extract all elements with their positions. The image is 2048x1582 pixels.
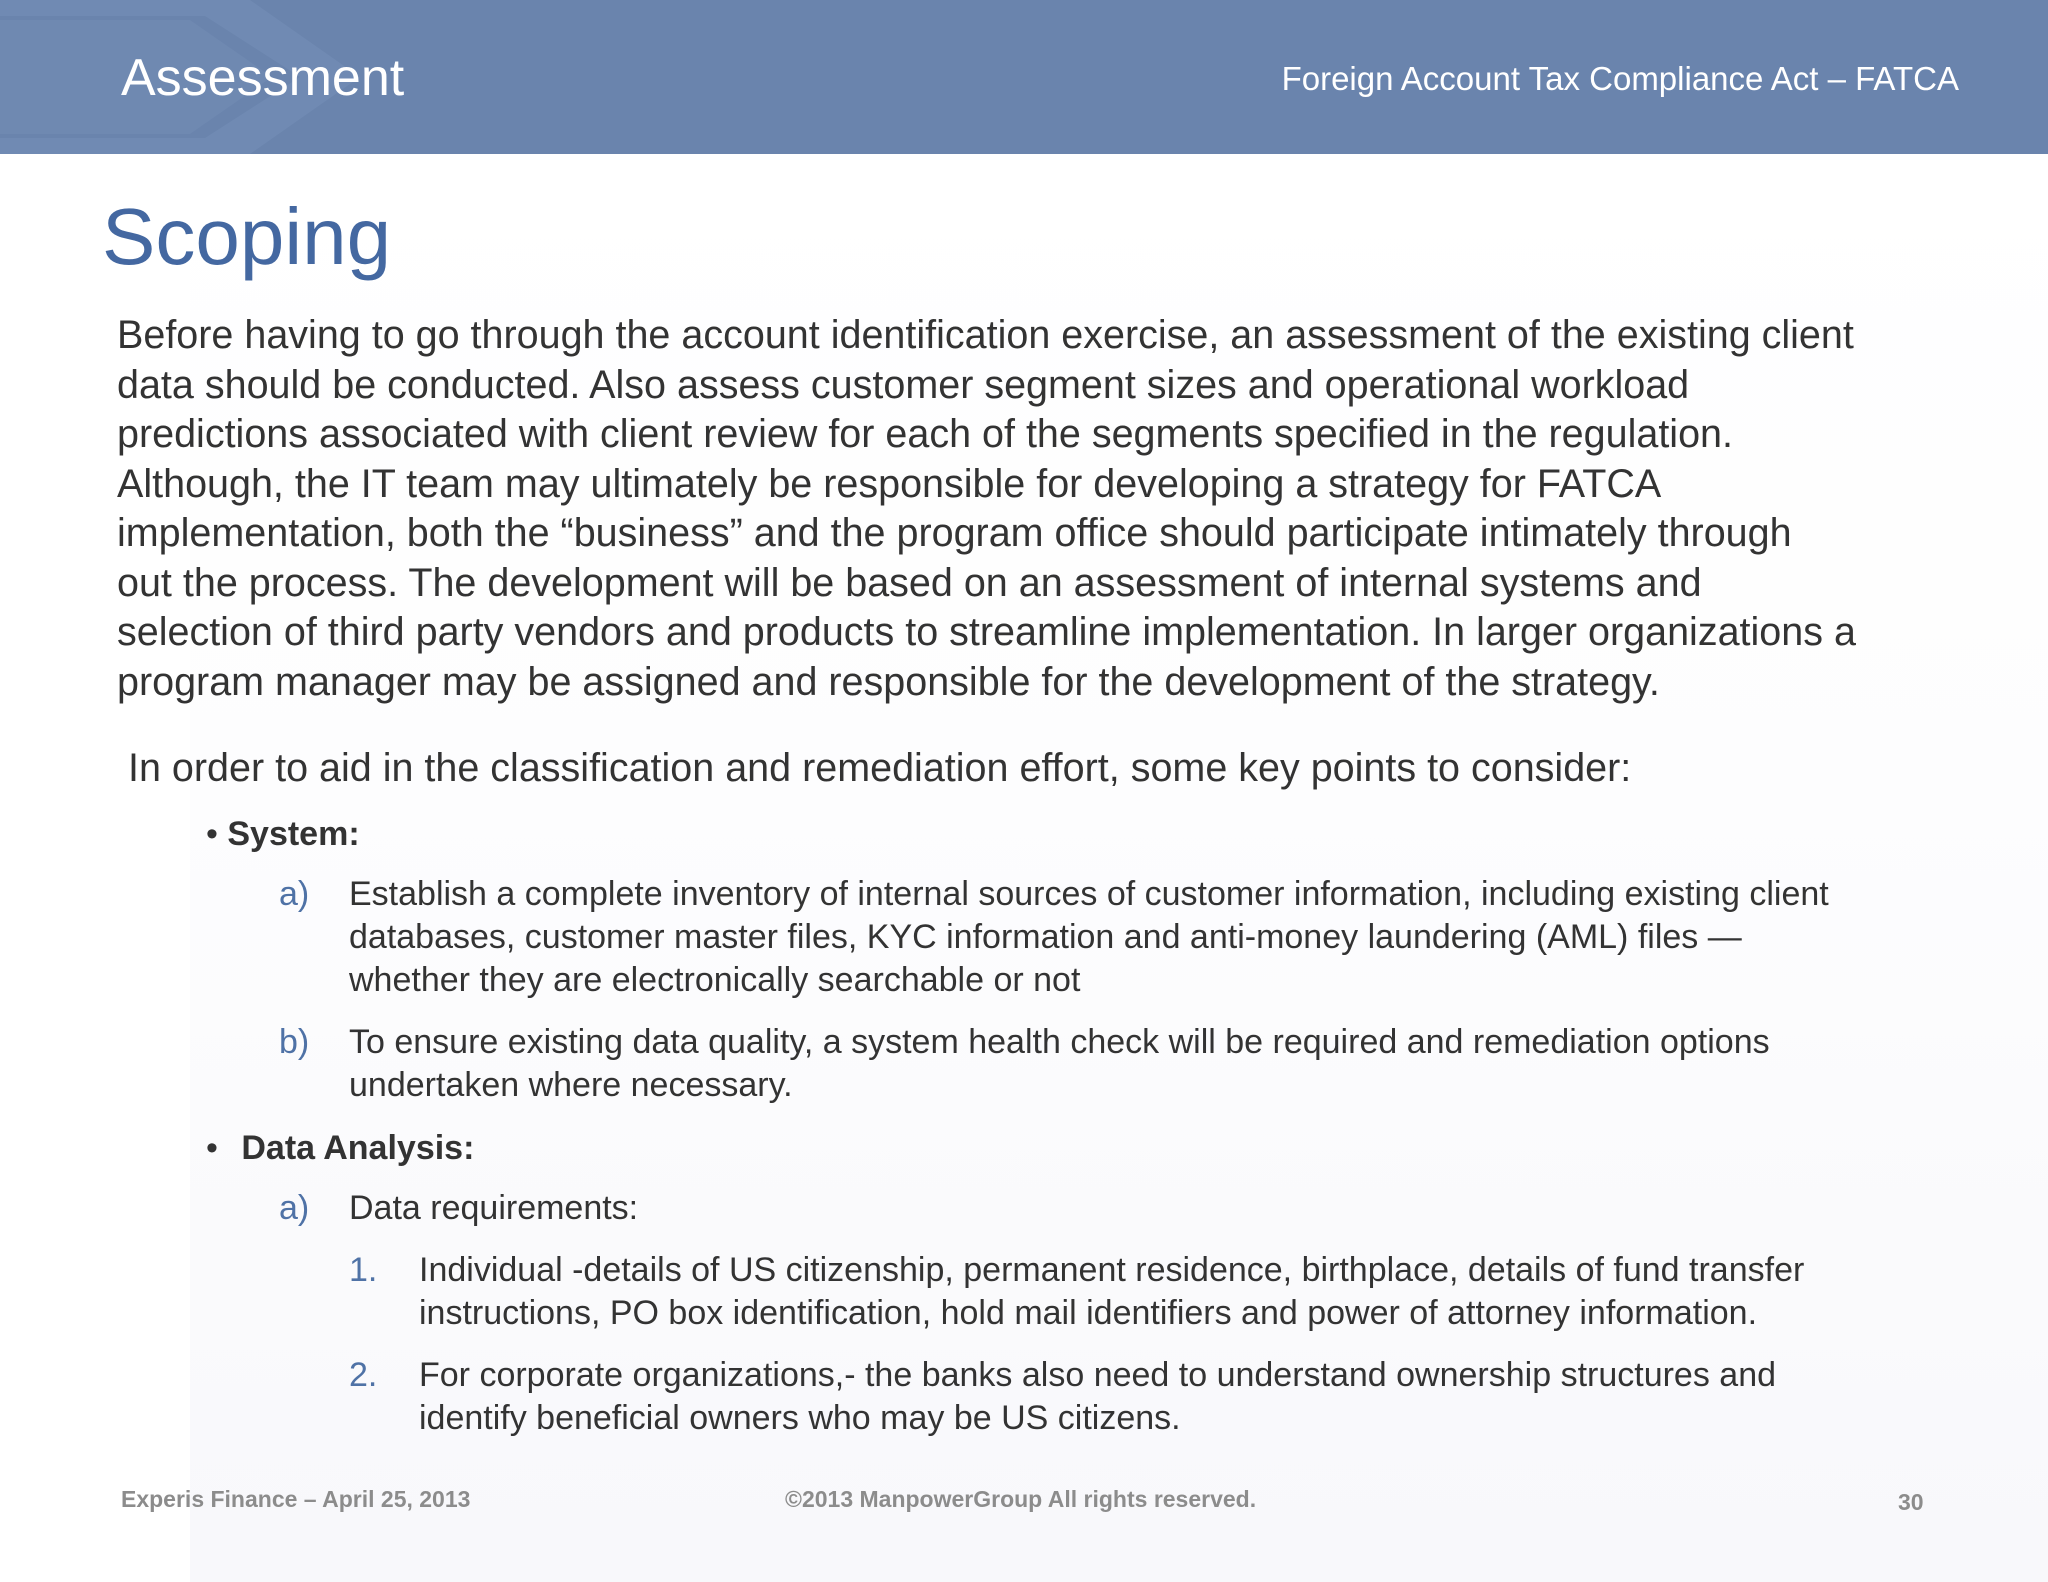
intro-line: program manager may be assigned and responsible for the development of the strategy. <box>117 659 1660 704</box>
item-line: Data requirements: <box>349 1189 639 1227</box>
sub-list-item <box>349 1249 1805 1335</box>
data-analysis-heading-label: Data Analysis: <box>241 1129 475 1167</box>
section-title: Assessment <box>121 49 405 107</box>
bullet-icon: • <box>206 1129 218 1167</box>
item-marker: b) <box>279 1023 310 1061</box>
item-line: identify beneficial owners who may be US citizens. <box>419 1399 1181 1437</box>
intro-paragraph <box>117 311 2017 707</box>
list-item <box>279 1187 639 1230</box>
data-analysis-heading <box>206 1128 474 1168</box>
intro-line: out the process. The development will be based on an assessment of internal systems and <box>117 560 1702 605</box>
item-line: instructions, PO box identification, hold mail identifiers and power of attorney information. <box>419 1294 1758 1332</box>
list-item <box>279 1021 1770 1107</box>
footer-copyright: ©2013 ManpowerGroup All rights reserved. <box>785 1486 1257 1512</box>
intro-line: data should be conducted. Also assess customer segment sizes and operational workload <box>117 362 1690 407</box>
system-heading <box>206 814 360 854</box>
sub-item-marker: 1. <box>349 1251 378 1289</box>
item-line: Individual -details of US citizenship, permanent residence, birthplace, details of fund transfer <box>419 1251 1805 1289</box>
item-line: For corporate organizations,- the banks also need to understand ownership structures and <box>419 1356 1777 1394</box>
intro-line: Although, the IT team may ultimately be responsible for developing a strategy for FATCA <box>117 461 1662 506</box>
footer-left: Experis Finance – April 25, 2013 <box>121 1486 471 1512</box>
header-banner <box>0 0 2048 154</box>
sub-item-marker: 2. <box>349 1356 378 1394</box>
list-item <box>279 873 1829 1002</box>
document-title: Foreign Account Tax Compliance Act – FATCA <box>1281 60 1959 97</box>
item-line: To ensure existing data quality, a system health check will be required and remediation options <box>349 1023 1770 1061</box>
item-marker: a) <box>279 1189 310 1227</box>
page-number: 30 <box>1898 1489 1924 1515</box>
intro-line: selection of third party vendors and products to streamline implementation. In larger organizations a <box>117 610 1856 654</box>
intro-line: Before having to go through the account identification exercise, an assessment of the existing client <box>117 313 1854 357</box>
intro-line: predictions associated with client review for each of the segments specified in the regulation. <box>117 412 1733 456</box>
system-heading-label: System: <box>227 815 360 853</box>
slide-title: Scoping <box>102 192 392 281</box>
item-line: undertaken where necessary. <box>349 1066 793 1104</box>
item-line: databases, customer master files, KYC information and anti-money laundering (AML) files — <box>349 918 1742 956</box>
item-line: whether they are electronically searchable or not <box>349 961 1081 999</box>
item-line: Establish a complete inventory of internal sources of customer information, including existing client <box>349 875 1829 913</box>
sub-list-item <box>349 1354 1777 1440</box>
key-points-lead: In order to aid in the classification and remediation effort, some key points to consider: <box>128 746 1632 790</box>
item-marker: a) <box>279 875 310 913</box>
bullet-icon: • <box>206 815 218 853</box>
intro-line: implementation, both the “business” and the program office should participate intimately through <box>117 511 1792 555</box>
